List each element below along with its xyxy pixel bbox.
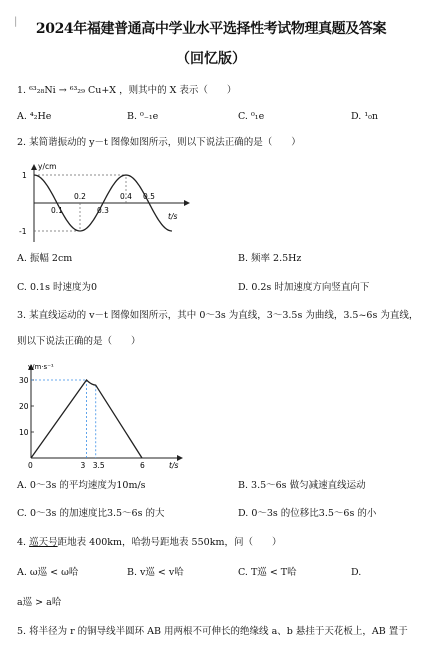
q4-underlined-term: 巡天号 <box>29 537 58 548</box>
q2-option-b: B. 频率 2.5Hz <box>238 253 302 264</box>
q3-option-a: A. 0～3s 的平均速度为10m/s <box>17 480 146 491</box>
document-subtitle: （回忆版） <box>176 51 246 67</box>
q4-option-a: A. ω巡 < ω哈 <box>17 567 79 578</box>
q3-option-c: C. 0～3s 的加速度比3.5～6s 的大 <box>17 508 165 519</box>
x-tick-label: 0.2 <box>74 192 86 201</box>
q1-stem-tail: ，则其中的 X 表示（ ） <box>119 85 237 96</box>
y-tick-label: 10 <box>19 428 29 437</box>
x-axis-label: t/s <box>169 461 179 470</box>
y-tick-label: 30 <box>19 376 29 385</box>
q3-stem-line2: 则以下说法正确的是（ ） <box>17 336 141 347</box>
x-tick-label: 0 <box>28 461 33 470</box>
q1-option-a: A. ⁴₂He <box>17 111 52 122</box>
x-tick-label: 6 <box>140 461 145 470</box>
q3-option-b: B. 3.5～6s 做匀减速直线运动 <box>238 480 366 491</box>
y-tick-label: 1 <box>22 171 27 180</box>
q4-option-d: D. <box>351 567 362 578</box>
q4-stem-rest: 距地表 400km，哈勃号距地表 550km，问（ ） <box>57 537 282 548</box>
q4-option-d-content: a巡 > a哈 <box>17 597 62 608</box>
q1-option-b: B. ⁰₋₁e <box>127 111 159 122</box>
q3-stem-line1: 3. 某直线运动的 v－t 图像如图所示，其中 0～3s 为直线，3～3.5s 为曲线，3.5~6s 为直线， <box>17 310 419 321</box>
q4-option-c: C. T巡 < T哈 <box>238 567 297 578</box>
q3-option-d: D. 0～3s 的位移比3.5～6s 的小 <box>238 508 377 519</box>
q2-oscillation-graph <box>18 160 198 246</box>
q1-option-c: C. ⁰₁e <box>238 111 265 122</box>
q5-stem: 5. 将半径为 r 的铜导线半圆环 AB 用两根不可伸长的绝缘线 a、b 悬挂于天花板上，AB 置于 <box>17 626 408 637</box>
q1-number: 1. <box>17 85 27 96</box>
x-tick-label: 0.5 <box>143 192 155 201</box>
q2-option-d: D. 0.2s 时加速度方向竖直向下 <box>238 282 370 293</box>
q4-number: 4. <box>17 537 27 548</box>
q1-stem <box>17 85 236 97</box>
x-axis-label: t/s <box>168 212 178 221</box>
y-axis-label: v/m·s⁻¹ <box>28 363 54 371</box>
margin-mark: | <box>14 16 18 27</box>
y-tick-label: -1 <box>19 227 27 236</box>
q3-velocity-time-graph <box>16 360 191 472</box>
velocity-curve <box>31 380 142 458</box>
y-axis-label: y/cm <box>38 162 57 171</box>
q1-option-d: D. ¹₀n <box>351 111 379 122</box>
x-tick-label: 0.1 <box>51 206 63 215</box>
x-tick-label: 0.3 <box>97 206 109 215</box>
q2-stem: 2. 某简谐振动的 y－t 图像如图所示，则以下说法正确的是（ ） <box>17 137 301 148</box>
x-tick-label: 3.5 <box>92 461 105 470</box>
y-tick-label: 20 <box>19 402 29 411</box>
x-tick-label: 0.4 <box>120 192 132 201</box>
q2-option-a: A. 振幅 2cm <box>17 253 73 264</box>
x-tick-label: 3 <box>80 461 86 470</box>
y-axis-arrow <box>31 164 37 170</box>
q4-stem <box>17 537 281 549</box>
document-title: 2024年福建普通高中学业水平选择性考试物理真题及答案 <box>35 21 387 37</box>
q2-option-c: C. 0.1s 时速度为0 <box>17 282 98 293</box>
q4-option-b: B. v巡 < v哈 <box>127 567 184 578</box>
q1-reaction: ⁶³₂₈Ni → ⁶³₂₉ Cu+X <box>29 85 117 96</box>
x-axis-arrow <box>184 200 190 206</box>
